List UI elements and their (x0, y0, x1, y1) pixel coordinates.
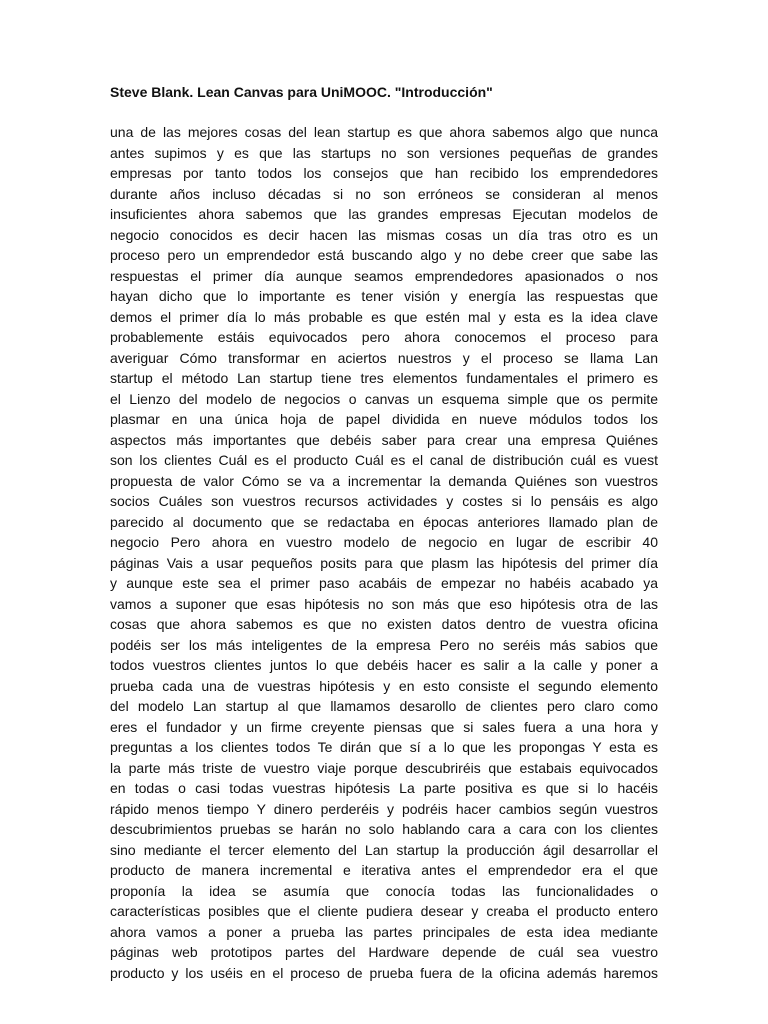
body-text-line: socios Cuáles son vuestros recursos actividades y costes si lo pensáis es algo (110, 493, 658, 509)
body-text-line: proponía la idea se asumía que conocía todas las funcionalidades o (110, 882, 658, 899)
body-text-line: demos el primer día lo más probable es que estén mal y esta es la idea clave (110, 308, 658, 325)
body-text-line: parecido al documento que se redactaba en épocas anteriores llamado plan de (110, 513, 658, 530)
body-text-line: páginas web prototipos partes del Hardware depende de cuál sea vuestro (110, 944, 658, 960)
body-text-line: rápido menos tiempo Y dinero perderéis y podréis hacer cambios según vuestros (110, 800, 658, 817)
body-text-line: podéis ser los más inteligentes de la empresa Pero no seréis más sabios que (110, 636, 658, 653)
document-page (110, 82, 658, 983)
body-text-line: insuficientes ahora sabemos que las grandes empresas Ejecutan modelos de (110, 206, 658, 222)
document-body (110, 122, 658, 983)
document-title: Steve Blank. Lean Canvas para UniMOOC. "Introducción" (110, 84, 493, 100)
body-text-line: el Lienzo del modelo de negocios o canvas un esquema simple que os permite (110, 390, 658, 407)
body-text-line: son los clientes Cuál es el producto Cuál es el canal de distribución cuál es vuest (110, 452, 658, 468)
body-text-line: una de las mejores cosas del lean startup es que ahora sabemos algo que nunca (110, 124, 658, 140)
body-text-line: negocio conocidos es decir hacen las mismas cosas un día tras otro es un (110, 226, 658, 243)
body-text-line: proceso pero un emprendedor está buscando algo y no debe creer que sabe las (110, 247, 658, 263)
body-text-line: probablemente estáis equivocados pero ahora conocemos el proceso para (110, 329, 658, 345)
body-text-line: la parte más triste de vuestro viaje porque descubriréis que estabais equivocados (110, 759, 658, 776)
body-text-line: empresas por tanto todos los consejos que han recibido los emprendedores (110, 165, 658, 181)
body-text-line: producto y los uséis en el proceso de prueba fuera de la oficina además haremos (110, 964, 658, 981)
body-text-line: sino mediante el tercer elemento del Lan startup la producción ágil desarrollar el (110, 841, 658, 858)
body-text-line: en todas o casi todas vuestras hipótesis La parte positiva es que si lo hacéis (110, 780, 658, 796)
body-text-line: todos vuestros clientes juntos lo que debéis hacer es salir a la calle y poner a (110, 657, 658, 673)
body-text-line: vamos a suponer que esas hipótesis no son más que eso hipótesis otra de las (110, 595, 658, 612)
body-text-line: hayan dicho que lo importante es tener visión y energía las respuestas que (110, 288, 658, 304)
body-text-line: preguntas a los clientes todos Te dirán que sí a lo que les propongas Y esta es (110, 739, 658, 755)
body-text-line: del modelo Lan startup al que llamamos desarollo de clientes pero claro como (110, 698, 658, 714)
body-text-line: características posibles que el cliente pudiera desear y creaba el producto entero (110, 903, 658, 919)
body-text-line: durante años incluso décadas si no son erróneos se consideran al menos (110, 185, 658, 202)
body-text-line: cosas que ahora sabemos es que no existen datos dentro de vuestra oficina (110, 616, 658, 632)
body-text-line: antes supimos y es que las startups no son versiones pequeñas de grandes (110, 144, 658, 161)
body-text-line: eres el fundador y un firme creyente piensas que si sales fuera a una hora y (110, 718, 658, 735)
body-text-line: plasmar en una única hoja de papel dividida en nueve módulos todos los (110, 411, 658, 427)
body-text-line: propuesta de valor Cómo se va a incrementar la demanda Quiénes son vuestros (110, 472, 658, 489)
body-text-line: páginas Vais a usar pequeños posits para que plasm las hipótesis del primer día (110, 554, 658, 571)
body-text-line: y aunque este sea el primer paso acabáis de empezar no habéis acabado ya (110, 575, 658, 591)
body-text-line: negocio Pero ahora en vuestro modelo de negocio en lugar de escribir 40 (110, 534, 658, 550)
body-text-line: averiguar Cómo transformar en aciertos nuestros y el proceso se llama Lan (110, 349, 658, 366)
body-text-line: producto de manera incremental e iterativa antes el emprendedor era el que (110, 862, 658, 878)
body-text-line: descubrimientos pruebas se harán no solo hablando cara a cara con los clientes (110, 821, 658, 837)
body-text-line: prueba cada una de vuestras hipótesis y en esto consiste el segundo elemento (110, 677, 658, 694)
body-text-line: ahora vamos a poner a prueba las partes principales de esta idea mediante (110, 923, 658, 940)
body-text-line: aspectos más importantes que debéis saber para crear una empresa Quiénes (110, 431, 658, 448)
body-text-line: respuestas el primer día aunque seamos emprendedores apasionados o nos (110, 267, 658, 284)
body-text-line: startup el método Lan startup tiene tres elementos fundamentales el primero es (110, 370, 658, 386)
